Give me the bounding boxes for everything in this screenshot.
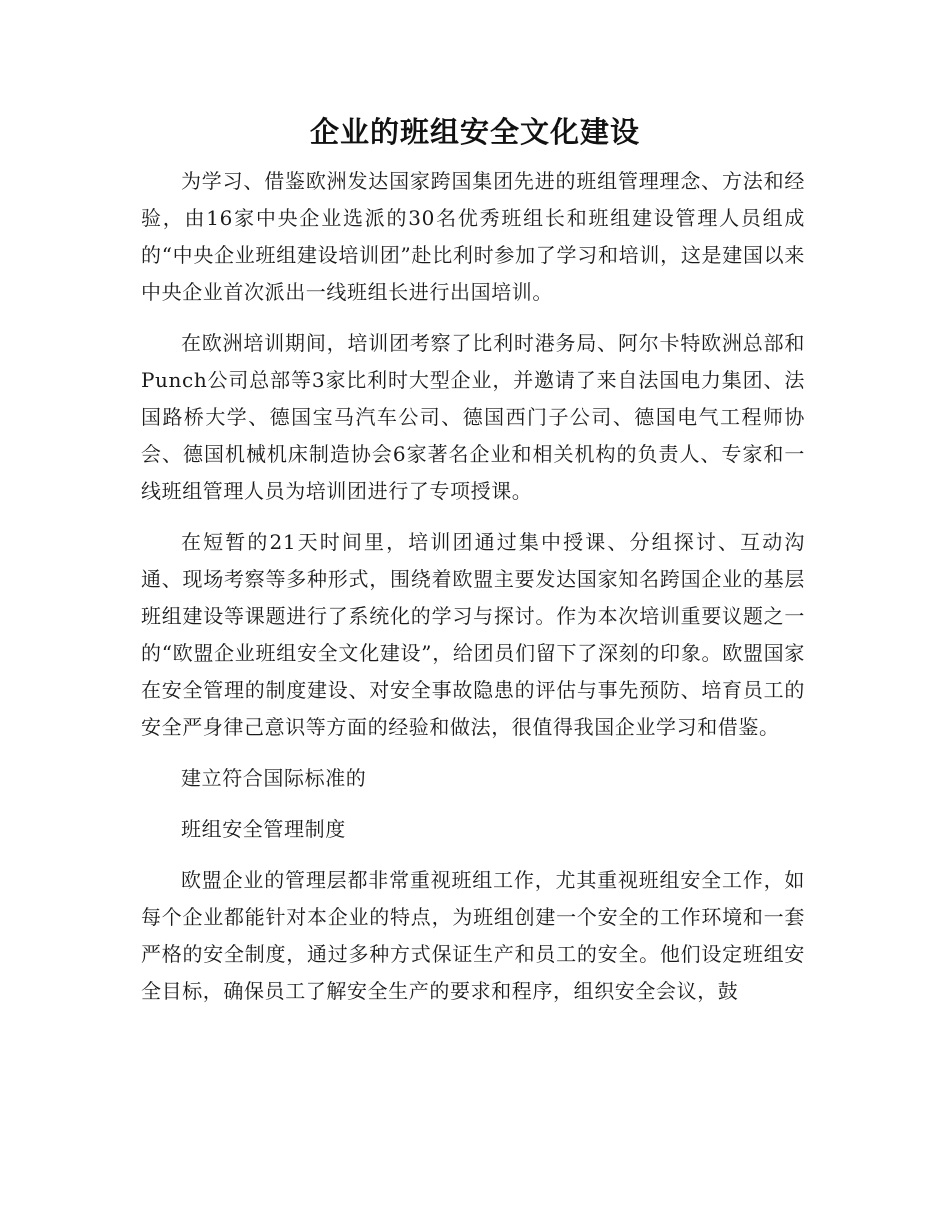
section-heading-line-2: 班组安全管理制度	[181, 817, 346, 841]
document-body	[141, 163, 805, 1024]
document-title: 企业的班组安全文化建设	[309, 115, 640, 149]
paragraph-training: 在欧洲培训期间，培训团考察了比利时港务局、阿尔卡特欧洲总部和Punch公司总部等3家比利时大型企业，并邀请了来自法国电力集团、法国路桥大学、德国宝马汽车公司、德国西门子公司、德国电气工程师协会、德国机械机床制造协会6家著名企业和相关机构的负责人、专家和一线班组管理人员为培训团进行了专项授课。	[141, 331, 805, 503]
section-heading-line-1: 建立符合国际标准的	[181, 766, 367, 790]
paragraph-summary: 在短暂的21天时间里，培训团通过集中授课、分组探讨、互动沟通、现场考察等多种形式，围绕着欧盟主要发达国家知名跨国企业的基层班组建设等课题进行了系统化的学习与探讨。作为本次培训重要议题之一的“欧盟企业班组安全文化建设”，给团员们留下了深刻的印象。欧盟国家在安全管理的制度建设、对安全事故隐患的评估与事先预防、培育员工的安全严身律己意识等方面的经验和做法，很值得我国企业学习和借鉴。	[141, 530, 805, 739]
paragraph-intro: 为学习、借鉴欧洲发达国家跨国集团先进的班组管理理念、方法和经验，由16家中央企业选派的30名优秀班组长和班组建设管理人员组成的“中央企业班组建设培训团”赴比利时参加了学习和培训，这是建国以来中央企业首次派出一线班组长进行出国培训。	[141, 169, 805, 304]
paragraph-safety-management: 欧盟企业的管理层都非常重视班组工作，尤其重视班组安全工作，如每个企业都能针对本企业的特点，为班组创建一个安全的工作环境和一套严格的安全制度，通过多种方式保证生产和员工的安全。他们设定班组安全目标，确保员工了解安全生产的要求和程序，组织安全会议，鼓	[141, 868, 805, 1003]
